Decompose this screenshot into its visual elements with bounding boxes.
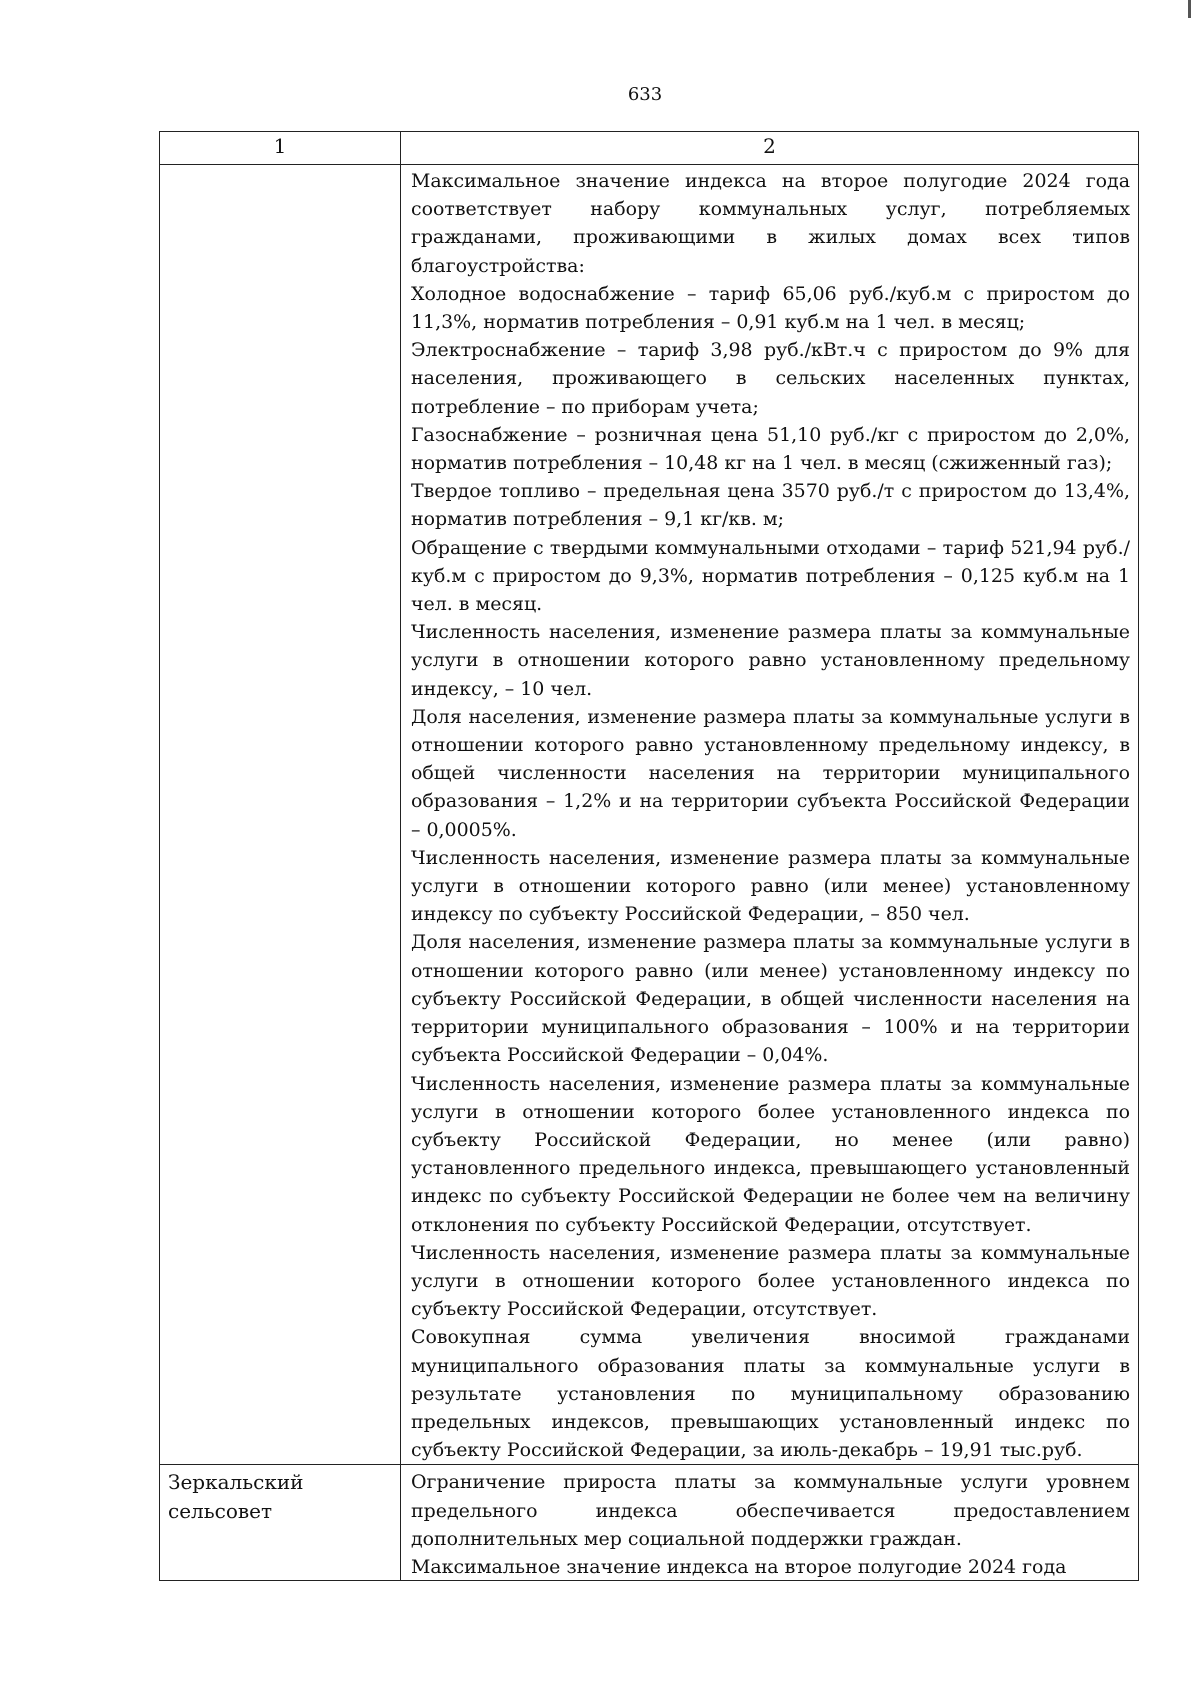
paragraph-index-intro: Максимальное значение индекса на второе полугодие 2024 года соответствует набору коммунальных услуг, потребляемых гражданами, проживающими в жилых домах всех типов благоустройства: bbox=[411, 170, 1130, 277]
paragraph-solid-waste: Обращение с твердыми коммунальными отходами – тариф 521,94 руб./куб.м с приростом до 9,3%, норматив потребления – 0,125 куб.м на 1 чел. в месяц. bbox=[411, 536, 1130, 616]
row-1-description-cell bbox=[401, 165, 1139, 1465]
table-header-row bbox=[160, 132, 1139, 165]
row-1-municipality-cell bbox=[160, 165, 401, 1465]
paragraph-cold-water: Холодное водоснабжение – тариф 65,06 руб./куб.м с приростом до 11,3%, норматив потребления – 0,91 куб.м на 1 чел. в месяц; bbox=[411, 282, 1130, 334]
page-number: 633 bbox=[627, 84, 663, 105]
paragraph-support-measures: Ограничение прироста платы за коммунальные услуги уровнем предельного индекса обеспечивается предоставлением дополнительных мер социальной поддержки граждан. bbox=[411, 1471, 1130, 1550]
paragraph-total-sum: Совокупная сумма увеличения вносимой гражданами муниципального образования платы за коммунальные услуги в результате установления по муниципальному образованию предельных индексов, превышающих установленный индекс по субъекту Российской Федерации, за июль-декабрь – 19,91 тыс.руб. bbox=[411, 1326, 1130, 1462]
paragraph-population-more: Численность населения, изменение размера платы за коммунальные услуги в отношении которого более установленного индекса по субъекту Российской Федерации, отсутствует. bbox=[411, 1241, 1130, 1321]
column-header-1: 1 bbox=[160, 132, 401, 165]
table-row bbox=[160, 1465, 1139, 1581]
row-2-municipality-cell: Зеркальский сельсовет bbox=[160, 1465, 401, 1581]
paragraph-electricity: Электроснабжение – тариф 3,98 руб./кВт.ч с приростом до 9% для населения, проживающего в сельских населенных пунктах, потребление – по приборам учета; bbox=[411, 339, 1130, 418]
paragraph-cut-wrapper bbox=[411, 1553, 1130, 1580]
paragraph-index-intro-continued: Максимальное значение индекса на второе полугодие 2024 года bbox=[411, 1555, 1067, 1578]
paragraph-population-between: Численность населения, изменение размера платы за коммунальные услуги в отношении которого более установленного индекса по субъекту Российской Федерации, но менее (или равно) установленного предельного индекса, превышающего установленный индекс по субъекту Российской Федерации не более чем на величину отклонения по субъекту Российской Федерации, отсутствует. bbox=[411, 1072, 1130, 1236]
document-table bbox=[159, 131, 1139, 1581]
paragraph-population-equal: Численность населения, изменение размера платы за коммунальные услуги в отношении которого равно установленному предельному индексу, – 10 чел. bbox=[411, 621, 1130, 700]
paragraph-gas: Газоснабжение – розничная цена 51,10 руб./кг с приростом до 2,0%, норматив потребления – 10,48 кг на 1 чел. в месяц (сжиженный газ); bbox=[411, 423, 1130, 475]
scan-edge-mark bbox=[1188, 0, 1191, 18]
table-row bbox=[160, 165, 1139, 1465]
row-2-description-cell bbox=[401, 1465, 1139, 1581]
paragraph-solid-fuel: Твердое топливо – предельная цена 3570 руб./т с приростом до 13,4%, норматив потребления – 9,1 кг/кв. м; bbox=[411, 480, 1130, 531]
paragraph-share-less: Доля населения, изменение размера платы за коммунальные услуги в отношении которого равно (или менее) установленному индексу по субъекту Российской Федерации, в общей численности населения на территории муниципального образования – 100% и на территории субъекта Российской Федерации – 0,04%. bbox=[411, 931, 1130, 1067]
paragraph-population-less: Численность населения, изменение размера платы за коммунальные услуги в отношении которого равно (или менее) установленному индексу по субъекту Российской Федерации, – 850 чел. bbox=[411, 846, 1130, 926]
column-header-2: 2 bbox=[401, 132, 1139, 165]
paragraph-share-equal: Доля населения, изменение размера платы за коммунальные услуги в отношении которого равно установленному предельному индексу, в общей численности населения на территории муниципального образования – 1,2% и на территории субъекта Российской Федерации – 0,0005%. bbox=[411, 705, 1130, 841]
